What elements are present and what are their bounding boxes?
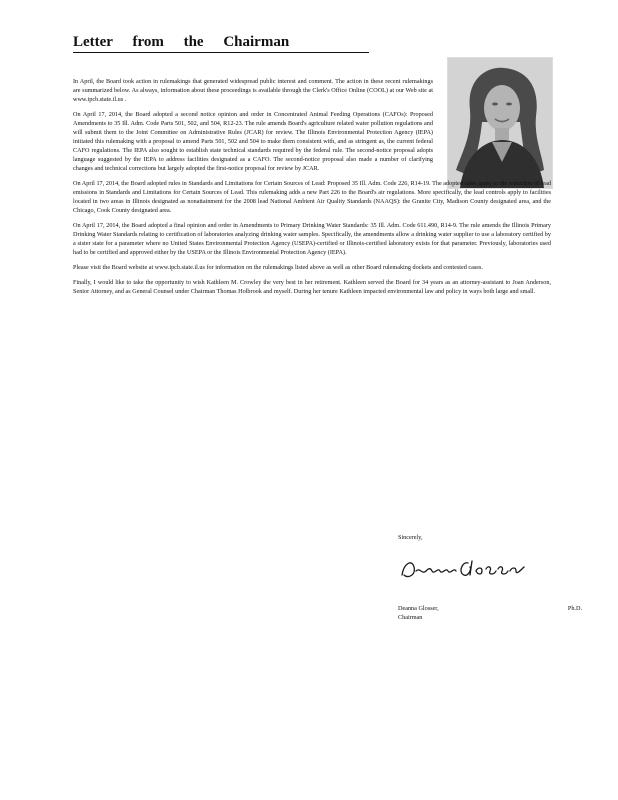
letter-body xyxy=(73,77,551,302)
drinking-water-paragraph: On April 17, 2014, the Board adopted a final opinion and order in Amendments to Primary Drinking Water Standards: 35 Ill. Adm. Code 611.490, R14-9. The rule amends the Illinois Primary Drinking Water Standards relating to certification of laboratories analyzing drinking water samples. Specifically, the amendments allow a drinking water supplier to use a laboratory certified by a sister state for a parameter where no United States Environmental Protection Agency (USEPA)-certified or Illinois-certified laboratory exists for that parameter. Previously, laboratories used had to be certified and approved either by the USEPA or the Illinois Environmental Protection Agency (IEPA). xyxy=(73,222,551,256)
website-paragraph: Please visit the Board website at www.ipcb.state.il.us for information on the rulemakings listed above as well as other Board rulemaking dockets and contested cases. xyxy=(73,264,483,271)
signatory-role: Chairman xyxy=(398,614,423,621)
valediction: Sincerely, xyxy=(398,534,423,541)
lead-rulemaking-paragraph: On April 17, 2014, the Board adopted rules in Standards and Limitations for Certain Sources of Lead: Proposed 35 Ill. Adm. Code 226, R14-19. The adopted rules apply to the reduction of lead emissions in Standards and Limitations for Certain Sources of Lead. This rulemaking adds a new Part 226 to the Board's air regulations. More specifically, the lead controls apply to facilities located in two areas in Illinois designated as nonattainment for the 2008 lead National Ambient Air Quality Standards (NAAQS): the Granite City, Madison County designated area, and the Chicago, Cook County designated area. xyxy=(73,180,551,214)
retirement-paragraph: Finally, I would like to take the opportunity to wish Kathleen M. Crowley the very best in her retirement. Kathleen served the Board for 34 years as an attorney-assistant to Joan Anderson, Senior Attorney, and as General Counsel under Chairman Thomas Holbrook and myself. During her tenure Kathleen impacted environmental law and policy in ways both large and small. xyxy=(73,279,551,295)
page-title: Letter from the Chairman xyxy=(73,34,369,53)
signatory-degree: Ph.D. xyxy=(567,605,582,612)
signatory xyxy=(398,604,582,622)
cafo-rulemaking-paragraph: On April 17, 2014, the Board adopted a second notice opinion and order in Concentrated Animal Feeding Operations (CAFOs): Proposed Amendments to 35 Ill. Adm. Code Parts 501, 502, and 504, R12-23. The rule amends Board's agriculture related water pollution regulations and will submit them to the Joint Committee on Administrative Rules (JCAR) for review. The Illinois Environmental Protection Agency (IEPA) initiated this rulemaking with a proposal to amend Parts 501, 502 and 504 to make them consistent with, and as stringent as, the current federal CAFO regulations. The IEPA also sought to establish state technical standards required by the federal rule. The second-notice proposal adopts language suggested by the IEPA to address facilities designated as a CAFO. The second-notice proposal also made a number of clarifying changes and technical corrections but largely adopted the first-notice proposal for review by JCAR. xyxy=(73,111,433,172)
handwritten-signature xyxy=(398,553,528,583)
intro-paragraph: In April, the Board took action in rulemakings that generated widespread public interest and comment. The action in these recent rulemakings are summarized below. As always, information about these proceedings is available through the Clerk's Office Online (COOL) at our Web site at www.ipcb.state.il.us . xyxy=(73,78,433,103)
signatory-name: Deanna Glosser, xyxy=(398,605,439,612)
